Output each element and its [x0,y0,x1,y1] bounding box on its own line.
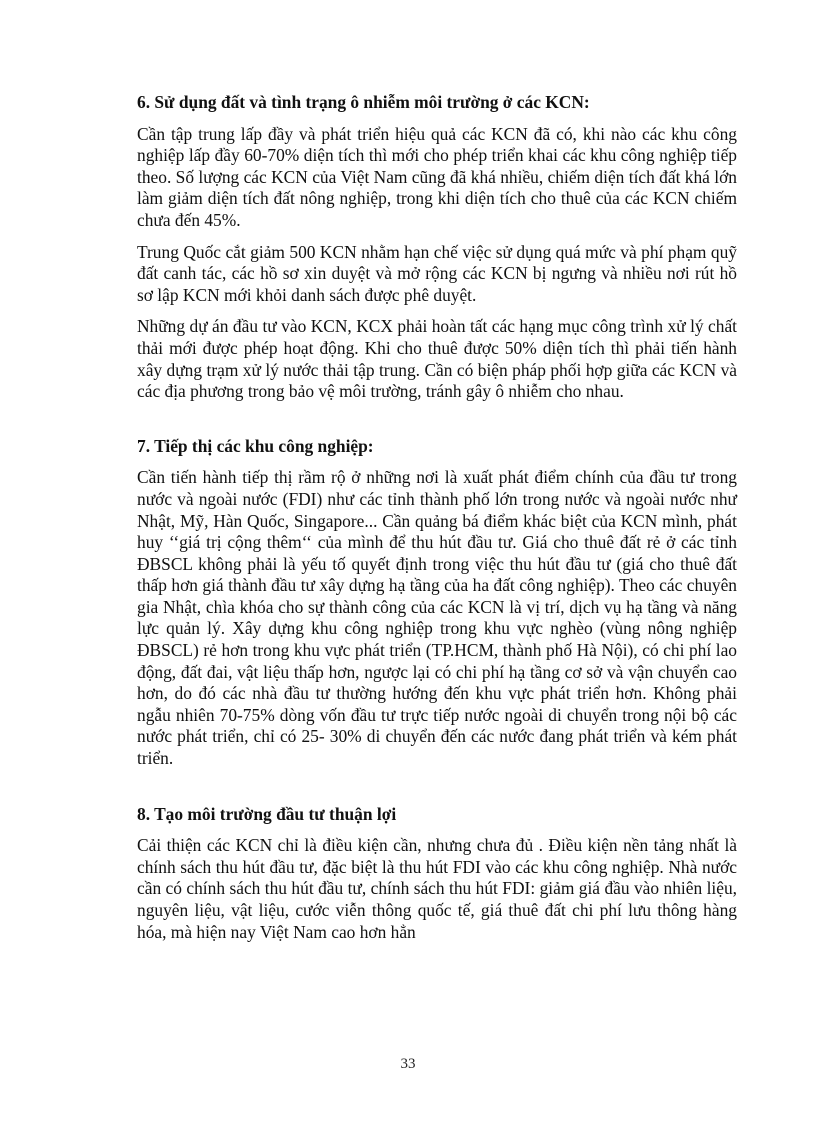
page-number: 33 [400,1056,416,1072]
paragraph: Trung Quốc cắt giảm 500 KCN nhằm hạn chế việc sử dụng quá mức và phí phạm quỹ đất canh tác, các hồ sơ xin duyệt và mở rộng các KCN bị ngưng và nhiều nơi rút hồ sơ lập KCN mới khỏi danh sách được phê duyệt. [137,241,737,305]
section-heading: 8. Tạo môi trường đầu tư thuận lợi [137,803,397,824]
section-heading: 6. Sử dụng đất và tình trạng ô nhiễm môi trường ở các KCN: [137,92,590,112]
paragraph: Cần tiến hành tiếp thị rầm rộ ở những nơi là xuất phát điểm chính của đầu tư trong nước và ngoài nước (FDI) như các tỉnh thành phố lớn trong nước và ngoài nước như Nhật, Mỹ, Hàn Quốc, Singapore... Cần quảng bá điểm khác biệt của KCN mình, phát huy ‘‘giá trị cộng thêm‘‘ của mình để thu hút đầu tư. Giá cho thuê đất rẻ ở các tỉnh ĐBSCL không phải là yếu tố quyết định trong việc thu hút đầu tư (giá cho thuê đất thấp hơn giá thành đầu tư xây dựng hạ tầng của ha đất công nghiệp). Theo các chuyên gia Nhật, chìa khóa cho sự thành công của các KCN là vị trí, dịch vụ hạ tầng và năng lực quản lý. Xây dựng khu công nghiệp trong khu vực nghèo (vùng nông nghiệp ĐBSCL) rẻ hơn trong khu vực phát triển (TP.HCM, thành phố Hà Nội), có chi phí lao động, đất đai, vật liệu thấp hơn, ngược lại có chi phí hạ tầng cơ sở và vận chuyển cao hơn, do đó các nhà đầu tư thường hướng đến khu vực phát triển hơn. Không phải ngẫu nhiên 70-75% dòng vốn đầu tư trực tiếp nước ngoài di chuyển trong nội bộ các nước phát triển, chỉ có 25- 30% di chuyển đến các nước đang phát triển và kém phát triển. [137,467,737,769]
document-page [137,92,737,953]
section-6 [137,92,737,403]
paragraph: Những dự án đầu tư vào KCN, KCX phải hoàn tất các hạng mục công trình xử lý chất thải mới được phép hoạt động. Khi cho thuê được 50% diện tích thì phải tiến hành xây dựng trạm xử lý nước thải tập trung. Cần có biện pháp phối hợp giữa các KCN và các địa phương trong bảo vệ môi trường, tránh gây ô nhiễm cho nhau. [137,316,737,402]
section-heading: 7. Tiếp thị các khu công nghiệp: [137,435,374,456]
section-8 [137,804,737,944]
paragraph: Cần tập trung lấp đầy và phát triển hiệu quả các KCN đã có, khi nào các khu công nghiệp lấp đầy 60-70% diện tích thì mới cho phép triển khai các khu công nghiệp tiếp theo. Số lượng các KCN của Việt Nam cũng đã khá nhiều, chiếm diện tích đất khá lớn làm giảm diện tích đất nông nghiệp, trong khi diện tích cho thuê của các KCN chiếm chưa đến 45%. [137,123,737,230]
paragraph: Cải thiện các KCN chỉ là điều kiện cần, nhưng chưa đủ . Điều kiện nền tảng nhất là chính sách thu hút đầu tư, đặc biệt là thu hút FDI vào các khu công nghiệp. Nhà nước cần có chính sách thu hút đầu tư, chính sách thu hút FDI: giảm giá đầu vào nhiên liệu, nguyên liệu, vật liệu, cước viễn thông quốc tế, giá thuê đất chi phí lưu thông hàng hóa, mà hiện nay Việt Nam cao hơn hẳn [137,835,737,942]
section-7 [137,436,737,770]
